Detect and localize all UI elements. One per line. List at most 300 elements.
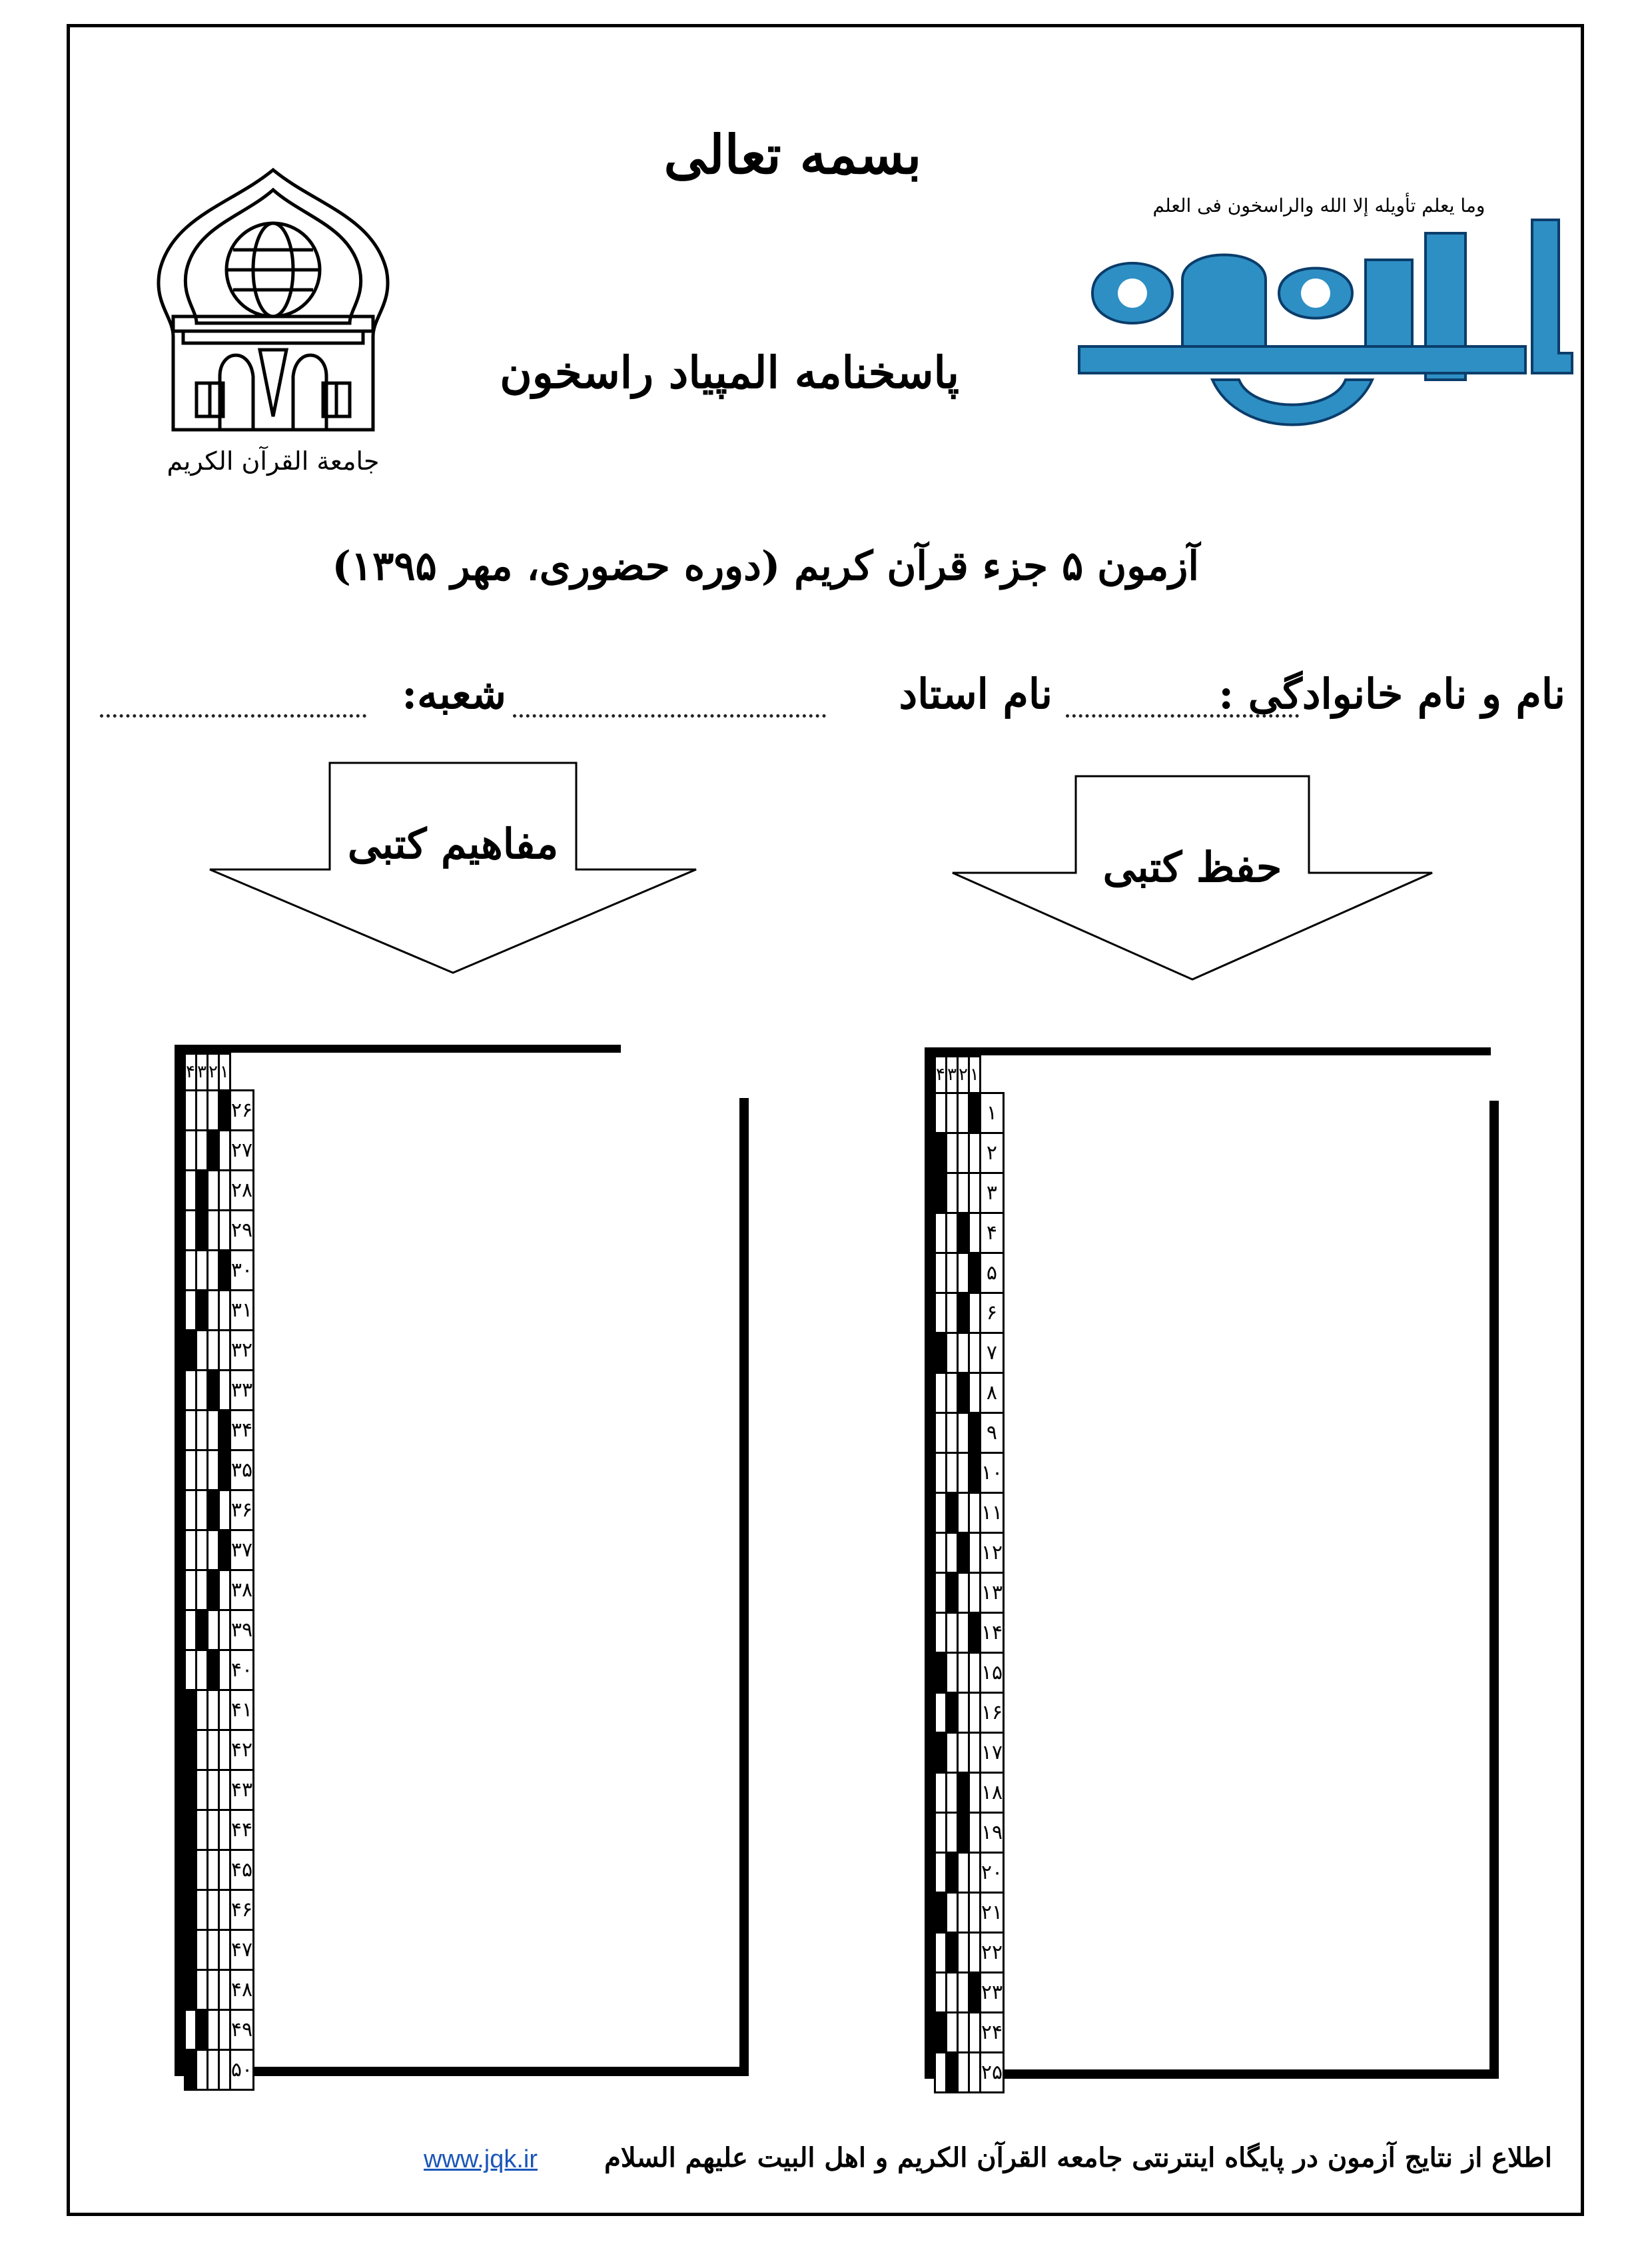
answer-bubble[interactable]	[207, 1610, 218, 1650]
answer-bubble[interactable]	[207, 1291, 218, 1331]
answer-bubble-filled[interactable]	[218, 1530, 230, 1570]
answer-bubble[interactable]	[185, 1450, 197, 1490]
question-number: ۴۳	[230, 1770, 253, 1810]
answer-bubble-filled[interactable]	[196, 1610, 207, 1650]
answer-bubble[interactable]	[207, 1450, 218, 1490]
answer-bubble[interactable]	[218, 1331, 230, 1371]
answer-row	[935, 1413, 1004, 1453]
answer-row	[185, 1850, 254, 1890]
answer-bubble[interactable]	[969, 1733, 980, 1773]
header-spacer	[230, 1054, 253, 1091]
answer-bubble[interactable]	[218, 1291, 230, 1331]
answer-bubble-filled[interactable]	[196, 2010, 207, 2050]
answer-bubble[interactable]	[957, 2013, 969, 2053]
answer-bubble[interactable]	[946, 1373, 957, 1413]
option-header-row	[935, 1057, 1004, 1093]
answer-bubble[interactable]	[946, 1533, 957, 1573]
question-number: ۲۸	[230, 1171, 253, 1211]
answer-bubble[interactable]	[946, 1173, 957, 1213]
answer-bubble[interactable]	[957, 1853, 969, 1893]
header-spacer	[980, 1057, 1003, 1093]
branch-field-label: شعبه:	[402, 670, 506, 718]
answer-bubble[interactable]	[957, 2053, 969, 2093]
answer-bubble-filled[interactable]	[218, 1450, 230, 1490]
answer-bubble[interactable]	[196, 1131, 207, 1171]
answer-row	[185, 1091, 254, 1131]
answer-bubble[interactable]	[946, 1893, 957, 1933]
answer-bubble-filled[interactable]	[969, 1453, 980, 1493]
answer-bubble[interactable]	[946, 1733, 957, 1773]
answer-row	[935, 1373, 1004, 1413]
question-number: ۲۹	[230, 1211, 253, 1251]
answer-bubble[interactable]	[207, 1171, 218, 1211]
answer-row	[185, 1211, 254, 1251]
question-number: ۱۰	[980, 1453, 1003, 1493]
answer-row	[935, 1213, 1004, 1253]
answer-bubble[interactable]	[218, 1730, 230, 1770]
answer-bubble[interactable]	[196, 1570, 207, 1610]
option-header: ۲	[207, 1054, 218, 1091]
answer-bubble[interactable]	[218, 1970, 230, 2010]
question-number: ۴۵	[230, 1850, 253, 1890]
answer-bubble[interactable]	[218, 1490, 230, 1530]
jameat-logo-caption: جامعة القرآن الکریم	[167, 446, 380, 476]
answer-row	[935, 1853, 1004, 1893]
answer-bubble-filled[interactable]	[946, 2053, 957, 2093]
footer-notice: اطلاع از نتایج آزمون در پایگاه اینترنتی جامعه القرآن الکریم و اهل البیت علیهم السلام	[604, 2142, 1552, 2173]
question-number: ۲۲	[980, 1933, 1003, 1973]
answer-bubble[interactable]	[969, 1373, 980, 1413]
answer-bubble-filled[interactable]	[935, 1133, 947, 1173]
question-number: ۳۱	[230, 1291, 253, 1331]
answer-row	[185, 2010, 254, 2050]
answer-bubble[interactable]	[218, 2050, 230, 2090]
answer-row	[935, 1453, 1004, 1493]
answer-bubble[interactable]	[185, 1490, 197, 1530]
answer-bubble-filled[interactable]	[207, 1131, 218, 1171]
answer-bubble[interactable]	[218, 2010, 230, 2050]
answer-bubble[interactable]	[196, 1371, 207, 1410]
answer-bubble-filled[interactable]	[957, 1533, 969, 1573]
answer-bubble-filled[interactable]	[946, 1693, 957, 1733]
question-number: ۱	[980, 1093, 1003, 1133]
besmele-heading: بسمه تعالی	[663, 123, 922, 186]
answer-bubble[interactable]	[196, 1930, 207, 1970]
answer-bubble[interactable]	[935, 1813, 947, 1853]
answer-bubble[interactable]	[935, 1373, 947, 1413]
answer-bubble-filled[interactable]	[196, 1171, 207, 1211]
question-number: ۲۶	[230, 1091, 253, 1131]
answer-bubble[interactable]	[196, 1251, 207, 1291]
answer-bubble-filled[interactable]	[957, 1813, 969, 1853]
question-number: ۳۹	[230, 1610, 253, 1650]
rasekhoun-logo	[1066, 180, 1585, 462]
question-number: ۲۷	[230, 1131, 253, 1171]
question-number: ۵۰	[230, 2050, 253, 2090]
answer-row	[185, 1810, 254, 1850]
answer-bubble[interactable]	[207, 1530, 218, 1570]
name-field-label: نام و نام خانوادگی :	[1218, 670, 1565, 718]
answer-bubble[interactable]	[969, 1853, 980, 1893]
answer-row	[185, 2050, 254, 2090]
answer-bubble[interactable]	[957, 1893, 969, 1933]
answer-row	[935, 1093, 1004, 1133]
answer-bubble-filled[interactable]	[957, 1773, 969, 1813]
question-number: ۳	[980, 1173, 1003, 1213]
name-field-line[interactable]	[1066, 714, 1299, 718]
rasekhoun-wordmark: راسخون	[1296, 437, 1342, 453]
answer-bubble-filled[interactable]	[185, 1970, 197, 2010]
teacher-field-line[interactable]	[513, 714, 826, 718]
answer-bubble[interactable]	[935, 1573, 947, 1613]
answer-bubble-filled[interactable]	[185, 1331, 197, 1371]
answer-bubble-filled[interactable]	[935, 1333, 947, 1373]
question-number: ۲	[980, 1133, 1003, 1173]
question-number: ۳۰	[230, 1251, 253, 1291]
answer-bubble[interactable]	[969, 1133, 980, 1173]
answer-bubble[interactable]	[218, 1171, 230, 1211]
answer-bubble-filled[interactable]	[185, 1890, 197, 1930]
answer-bubble[interactable]	[946, 1253, 957, 1293]
question-number: ۴۷	[230, 1930, 253, 1970]
answer-bubble[interactable]	[185, 1131, 197, 1171]
answer-bubble[interactable]	[207, 1850, 218, 1890]
answer-bubble[interactable]	[969, 2053, 980, 2093]
answer-bubble[interactable]	[957, 1973, 969, 2013]
answer-bubble[interactable]	[185, 1291, 197, 1331]
answer-bubble[interactable]	[957, 1093, 969, 1133]
answer-bubble-filled[interactable]	[946, 1933, 957, 1973]
answer-bubble[interactable]	[935, 1613, 947, 1653]
option-header: ۱	[969, 1057, 980, 1093]
answer-row	[935, 1733, 1004, 1773]
answer-bubble[interactable]	[185, 1091, 197, 1131]
answer-row	[935, 1893, 1004, 1933]
answer-bubble[interactable]	[218, 1131, 230, 1171]
answer-bubble[interactable]	[218, 1371, 230, 1410]
answer-bubble[interactable]	[196, 1650, 207, 1690]
answer-bubble[interactable]	[196, 1091, 207, 1131]
answer-bubble-filled[interactable]	[207, 1371, 218, 1410]
answer-bubble[interactable]	[957, 1133, 969, 1173]
answer-bubble[interactable]	[935, 1453, 947, 1493]
answer-bubble[interactable]	[957, 1693, 969, 1733]
answer-bubble[interactable]	[935, 1853, 947, 1893]
answer-bubble-filled[interactable]	[207, 1650, 218, 1690]
answer-bubble[interactable]	[185, 2010, 197, 2050]
answer-bubble-filled[interactable]	[196, 1291, 207, 1331]
answer-bubble[interactable]	[957, 1573, 969, 1613]
answer-bubble-filled[interactable]	[185, 1810, 197, 1850]
answer-bubble[interactable]	[207, 1410, 218, 1450]
answer-bubble[interactable]	[185, 1171, 197, 1211]
answer-bubble[interactable]	[935, 1973, 947, 2013]
answer-row	[935, 1333, 1004, 1373]
question-number: ۴۸	[230, 1970, 253, 2010]
answer-bubble[interactable]	[207, 1690, 218, 1730]
answer-bubble-filled[interactable]	[218, 1251, 230, 1291]
answer-bubble[interactable]	[935, 1933, 947, 1973]
answer-row	[185, 1331, 254, 1371]
answer-bubble-filled[interactable]	[969, 1413, 980, 1453]
answer-bubble[interactable]	[218, 1610, 230, 1650]
answer-row	[935, 1813, 1004, 1853]
answer-bubble-filled[interactable]	[946, 1573, 957, 1613]
answer-bubble[interactable]	[196, 1770, 207, 1810]
answer-bubble[interactable]	[185, 1570, 197, 1610]
answer-bubble[interactable]	[946, 1093, 957, 1133]
answer-bubble[interactable]	[185, 1371, 197, 1410]
question-number: ۳۲	[230, 1331, 253, 1371]
question-number: ۲۴	[980, 2013, 1003, 2053]
answer-bubble[interactable]	[969, 1173, 980, 1213]
answer-bubble[interactable]	[957, 1493, 969, 1533]
answer-row	[185, 1371, 254, 1410]
answer-bubble[interactable]	[935, 1093, 947, 1133]
answer-bubble[interactable]	[969, 1573, 980, 1613]
answer-bubble-filled[interactable]	[185, 1770, 197, 1810]
answer-bubble[interactable]	[946, 1613, 957, 1653]
answer-bubble[interactable]	[957, 1333, 969, 1373]
answer-bubble[interactable]	[957, 1253, 969, 1293]
answer-bubble[interactable]	[935, 1693, 947, 1733]
answer-bubble[interactable]	[185, 1251, 197, 1291]
answer-bubble[interactable]	[935, 1773, 947, 1813]
branch-field-line[interactable]	[100, 714, 366, 718]
answer-row	[185, 1171, 254, 1211]
question-number: ۱۹	[980, 1813, 1003, 1853]
answer-bubble[interactable]	[218, 1770, 230, 1810]
question-number: ۲۰	[980, 1853, 1003, 1893]
answer-bubble[interactable]	[185, 1530, 197, 1570]
answer-bubble[interactable]	[969, 1333, 980, 1373]
question-number: ۷	[980, 1333, 1003, 1373]
answer-bubble[interactable]	[185, 1410, 197, 1450]
answer-row	[185, 1930, 254, 1970]
option-header: ۲	[957, 1057, 969, 1093]
answer-bubble[interactable]	[196, 1810, 207, 1850]
answer-row	[935, 1533, 1004, 1573]
answer-bubble-filled[interactable]	[946, 1493, 957, 1533]
answer-row	[185, 1650, 254, 1690]
answer-bubble[interactable]	[969, 1693, 980, 1733]
answer-bubble-filled[interactable]	[935, 2013, 947, 2053]
answer-bubble-filled[interactable]	[957, 1373, 969, 1413]
answer-row	[935, 1613, 1004, 1653]
answer-bubble[interactable]	[969, 1933, 980, 1973]
question-number: ۳۷	[230, 1530, 253, 1570]
answer-bubble[interactable]	[935, 1493, 947, 1533]
answer-bubble-filled[interactable]	[207, 1570, 218, 1610]
answer-row	[935, 2013, 1004, 2053]
answer-bubble[interactable]	[218, 1690, 230, 1730]
answer-row	[185, 1570, 254, 1610]
option-header-row	[185, 1054, 254, 1091]
answer-bubble[interactable]	[935, 1413, 947, 1453]
answer-bubble[interactable]	[946, 1213, 957, 1253]
website-link[interactable]: www.jqk.ir	[424, 2145, 538, 2173]
answer-bubble[interactable]	[946, 1133, 957, 1173]
answer-row	[185, 1730, 254, 1770]
answer-row	[185, 1890, 254, 1930]
answer-bubble[interactable]	[946, 1773, 957, 1813]
answer-bubble-filled[interactable]	[969, 1253, 980, 1293]
question-number: ۹	[980, 1413, 1003, 1453]
answer-bubble[interactable]	[218, 1930, 230, 1970]
answer-bubble[interactable]	[957, 1453, 969, 1493]
answer-bubble[interactable]	[196, 1970, 207, 2010]
answer-bubble[interactable]	[207, 1091, 218, 1131]
answer-bubble[interactable]	[969, 1893, 980, 1933]
answer-bubble[interactable]	[218, 1810, 230, 1850]
answer-row	[185, 1450, 254, 1490]
answer-bubble[interactable]	[218, 1570, 230, 1610]
answer-bubble[interactable]	[196, 1690, 207, 1730]
question-number: ۴۶	[230, 1890, 253, 1930]
answer-row	[185, 1610, 254, 1650]
answer-bubble[interactable]	[196, 1331, 207, 1371]
answer-bubble[interactable]	[957, 1413, 969, 1453]
answer-bubble-filled[interactable]	[935, 1173, 947, 1213]
answer-bubble[interactable]	[207, 1890, 218, 1930]
answer-row	[935, 1653, 1004, 1693]
question-number: ۱۲	[980, 1533, 1003, 1573]
answer-bubble-filled[interactable]	[218, 1091, 230, 1131]
answer-bubble-filled[interactable]	[185, 1690, 197, 1730]
answer-bubble[interactable]	[207, 1211, 218, 1251]
answer-bubble-filled[interactable]	[935, 1653, 947, 1693]
answer-bubble[interactable]	[196, 1450, 207, 1490]
answer-bubble[interactable]	[185, 1610, 197, 1650]
question-number: ۳۶	[230, 1490, 253, 1530]
answer-bubble[interactable]	[969, 1653, 980, 1693]
answer-bubble[interactable]	[946, 2013, 957, 2053]
answer-bubble[interactable]	[207, 2050, 218, 2090]
answer-bubble[interactable]	[935, 1293, 947, 1333]
answer-bubble[interactable]	[969, 2013, 980, 2053]
answer-bubble-filled[interactable]	[946, 1853, 957, 1893]
answer-bubble[interactable]	[969, 1813, 980, 1853]
answer-bubble[interactable]	[946, 1813, 957, 1853]
answer-bubble[interactable]	[957, 1933, 969, 1973]
answer-bubble[interactable]	[196, 1890, 207, 1930]
answer-bubble[interactable]	[969, 1293, 980, 1333]
answer-bubble[interactable]	[946, 1413, 957, 1453]
answer-bubble[interactable]	[969, 1773, 980, 1813]
answer-bubble[interactable]	[969, 1493, 980, 1533]
answer-bubble-filled[interactable]	[185, 1850, 197, 1890]
question-number: ۲۱	[980, 1893, 1003, 1933]
answer-bubble[interactable]	[218, 1650, 230, 1690]
answer-bubble[interactable]	[218, 1890, 230, 1930]
option-header: ۱	[218, 1054, 230, 1091]
answer-bubble[interactable]	[935, 2053, 947, 2093]
answer-bubble[interactable]	[946, 1453, 957, 1493]
answer-bubble-filled[interactable]	[935, 1733, 947, 1773]
answer-bubble[interactable]	[218, 1211, 230, 1251]
answer-row	[935, 1293, 1004, 1333]
answer-row	[935, 1253, 1004, 1293]
answer-bubble[interactable]	[207, 2010, 218, 2050]
answer-bubble[interactable]	[946, 1333, 957, 1373]
answer-bubble-filled[interactable]	[185, 1730, 197, 1770]
answer-bubble-filled[interactable]	[957, 1293, 969, 1333]
question-number: ۵	[980, 1253, 1003, 1293]
question-number: ۸	[980, 1373, 1003, 1413]
page-title: پاسخنامه المپیاد راسخون	[500, 346, 959, 398]
question-number: ۳۴	[230, 1410, 253, 1450]
answer-bubble[interactable]	[957, 1173, 969, 1213]
answer-bubble-filled[interactable]	[185, 1930, 197, 1970]
answer-bubble[interactable]	[946, 1293, 957, 1333]
answer-bubble[interactable]	[935, 1533, 947, 1573]
option-header: ۴	[185, 1054, 197, 1091]
answer-bubble[interactable]	[207, 1970, 218, 2010]
answer-bubble[interactable]	[207, 1930, 218, 1970]
answer-bubble[interactable]	[185, 1211, 197, 1251]
answer-bubble[interactable]	[196, 1730, 207, 1770]
answer-bubble[interactable]	[935, 1213, 947, 1253]
answer-row	[185, 1410, 254, 1450]
answer-bubble-filled[interactable]	[196, 1211, 207, 1251]
answer-bubble[interactable]	[196, 1410, 207, 1450]
answer-bubble[interactable]	[957, 1613, 969, 1653]
question-number: ۱۸	[980, 1773, 1003, 1813]
right-section-label: حفظ کتبی	[1102, 843, 1282, 891]
answer-bubble-filled[interactable]	[969, 1613, 980, 1653]
answer-bubble-filled[interactable]	[185, 2050, 197, 2090]
answer-bubble[interactable]	[207, 1251, 218, 1291]
answer-bubble-filled[interactable]	[207, 1490, 218, 1530]
answer-row	[935, 1693, 1004, 1733]
jameat-quran-logo	[133, 163, 413, 492]
answer-bubble-filled[interactable]	[218, 1410, 230, 1450]
answer-row	[935, 1493, 1004, 1533]
answer-bubble[interactable]	[207, 1331, 218, 1371]
answer-bubble-filled[interactable]	[969, 1093, 980, 1133]
answer-bubble-filled[interactable]	[935, 1893, 947, 1933]
question-number: ۴	[980, 1213, 1003, 1253]
answer-bubble[interactable]	[218, 1850, 230, 1890]
answer-bubble[interactable]	[207, 1730, 218, 1770]
answer-bubble[interactable]	[196, 1850, 207, 1890]
answer-bubble[interactable]	[935, 1253, 947, 1293]
answer-bubble[interactable]	[946, 1973, 957, 2013]
answer-bubble[interactable]	[957, 1653, 969, 1693]
answer-bubble[interactable]	[207, 1810, 218, 1850]
answer-bubble[interactable]	[196, 2050, 207, 2090]
answer-table-concepts	[184, 1053, 254, 2091]
answer-bubble[interactable]	[207, 1770, 218, 1810]
answer-row	[185, 1131, 254, 1171]
answer-bubble[interactable]	[969, 1213, 980, 1253]
answer-bubble[interactable]	[946, 1653, 957, 1693]
answer-bubble-filled[interactable]	[969, 1973, 980, 2013]
answer-bubble[interactable]	[969, 1533, 980, 1573]
question-number: ۶	[980, 1293, 1003, 1333]
answer-row	[935, 1133, 1004, 1173]
answer-bubble[interactable]	[957, 1733, 969, 1773]
answer-bubble[interactable]	[196, 1490, 207, 1530]
answer-row	[935, 2053, 1004, 2093]
question-number: ۲۵	[980, 2053, 1003, 2093]
answer-row	[185, 1970, 254, 2010]
answer-bubble-filled[interactable]	[957, 1213, 969, 1253]
question-number: ۴۲	[230, 1730, 253, 1770]
answer-bubble[interactable]	[196, 1530, 207, 1570]
answer-bubble[interactable]	[185, 1650, 197, 1690]
question-number: ۳۸	[230, 1570, 253, 1610]
